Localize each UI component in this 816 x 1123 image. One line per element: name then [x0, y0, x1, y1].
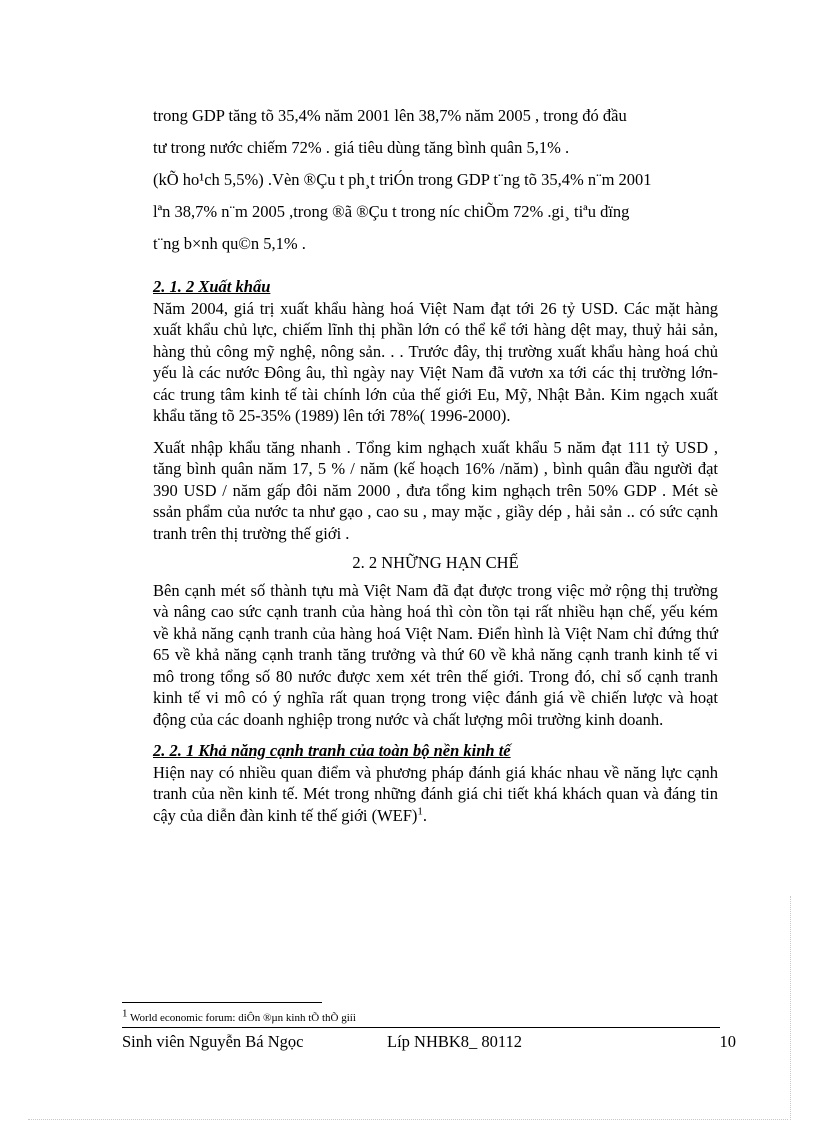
footnote-text: World economic forum: diÔn ®µn kinh tÕ thÕ giíi [127, 1012, 356, 1024]
footer-student-name: Sinh viên Nguyễn Bá Ngọc [122, 1032, 304, 1051]
page-edge-bottom [28, 1119, 788, 1120]
footer-divider [122, 1027, 720, 1028]
page-edge-right [790, 896, 791, 1120]
economy-paragraph [153, 762, 718, 827]
limits-heading: 2. 2 NHỮNG HẠN CHẾ [352, 553, 519, 572]
export-heading: 2. 1. 2 Xuất khẩu [153, 277, 271, 296]
main-content [153, 276, 718, 826]
intro-paragraph [153, 100, 718, 260]
intro-line-1: trong GDP tăng tõ 35,4% năm 2001 lên 38,7% năm 2005 , trong đó đầu [153, 106, 627, 125]
economy-heading: 2. 2. 1 Khả năng cạnh tranh của toàn bộ nền kinh tế [153, 741, 511, 760]
footer-class: Líp NHBK8_ 80112 [387, 1032, 523, 1051]
intro-line-2: tư trong nước chiếm 72% . giá tiêu dùng tăng bình quân 5,1% . [153, 138, 570, 157]
page-number: 10 [719, 1032, 736, 1051]
footnote-mark: 1 [122, 1007, 128, 1020]
intro-line-4: lªn 38,7% n¨m 2005 ,trong ®ã ®Çu t trong níc chiÕm 72% .gi¸ tiªu dïng [153, 202, 630, 221]
export-paragraph-1: Năm 2004, giá trị xuất khẩu hàng hoá Việt Nam đạt tới 26 tỷ USD. Các mặt hàng xuất khẩu chủ lực, chiếm lĩnh thị phần lớn có thể kể tới hàng dệt may, thuỷ hải sản, hàng thủ công mỹ nghệ, nông sản. . . Trước đây, thị trường xuất khẩu hàng hoá chủ yếu là các nước Đông âu, thì ngày nay Việt Nam đã vươn xa tới các thị trường lớn- các trung tâm kinh tế tài chính lớn của thế giới Eu, Mỹ, Nhật Bản. Kim ngạch xuất khẩu tăng tõ 25-35% (1989) lên tới 78%( 1996-2000). [153, 298, 718, 425]
export-paragraph-2: Xuất nhập khẩu tăng nhanh . Tổng kim nghạch xuất khẩu 5 năm đạt 111 tỷ USD , tăng bình quân năm 17, 5 % / năm (kế hoạch 16% /năm) , bình quân đầu người đạt 390 USD / năm gấp đôi năm 2000 , đưa tổng kim nghạch trên 50% GDP . Mét sè ssản phẩm của nước ta như gạo , cao su , may mặc , giầy dép , hải sản .. có sức cạnh tranh trên thị trường thế giới . [153, 437, 718, 543]
intro-line-5: t¨ng b×nh qu©n 5,1% . [153, 234, 306, 253]
limits-paragraph: Bên cạnh mét số thành tựu mà Việt Nam đã đạt được trong việc mở rộng thị trường và nâng cao sức cạnh tranh của hàng hoá thì còn tồn tại rất nhiều hạn chế, yếu kém về khả năng cạnh tranh của hàng hoá Việt Nam. Điển hình là Việt Nam chỉ đứng thứ 65 về khả năng cạnh tranh tăng trưởng và thứ 60 về khả năng cạnh tranh kinh tế vi mô trong tổng số 80 nước được xem xét trên thế giới. Trong đó, chỉ số cạnh tranh kinh tế vi mô có ý nghĩa rất quan trọng trong việc đánh giá về chiến lược và hoạt động của các doanh nghiệp trong nước và chất lượng môi trường kinh doanh. [153, 580, 718, 729]
footnote [122, 1007, 356, 1024]
economy-paragraph-text: Hiện nay có nhiều quan điểm và phương pháp đánh giá khác nhau về năng lực cạnh tranh của nền kinh tế. Mét trong những đánh giá chi tiết khá khách quan và đáng tin cậy của diễn đàn kinh tế thế giới (WEF) [153, 762, 718, 825]
economy-paragraph-end: . [422, 805, 428, 825]
footnote-divider [122, 1002, 322, 1003]
footnote-reference[interactable]: 1 [417, 805, 423, 817]
intro-line-3: (kÕ ho¹ch 5,5%) .Vèn ®Çu t ph¸t triÓn trong GDP t¨ng tõ 35,4% n¨m 2001 [153, 170, 652, 189]
